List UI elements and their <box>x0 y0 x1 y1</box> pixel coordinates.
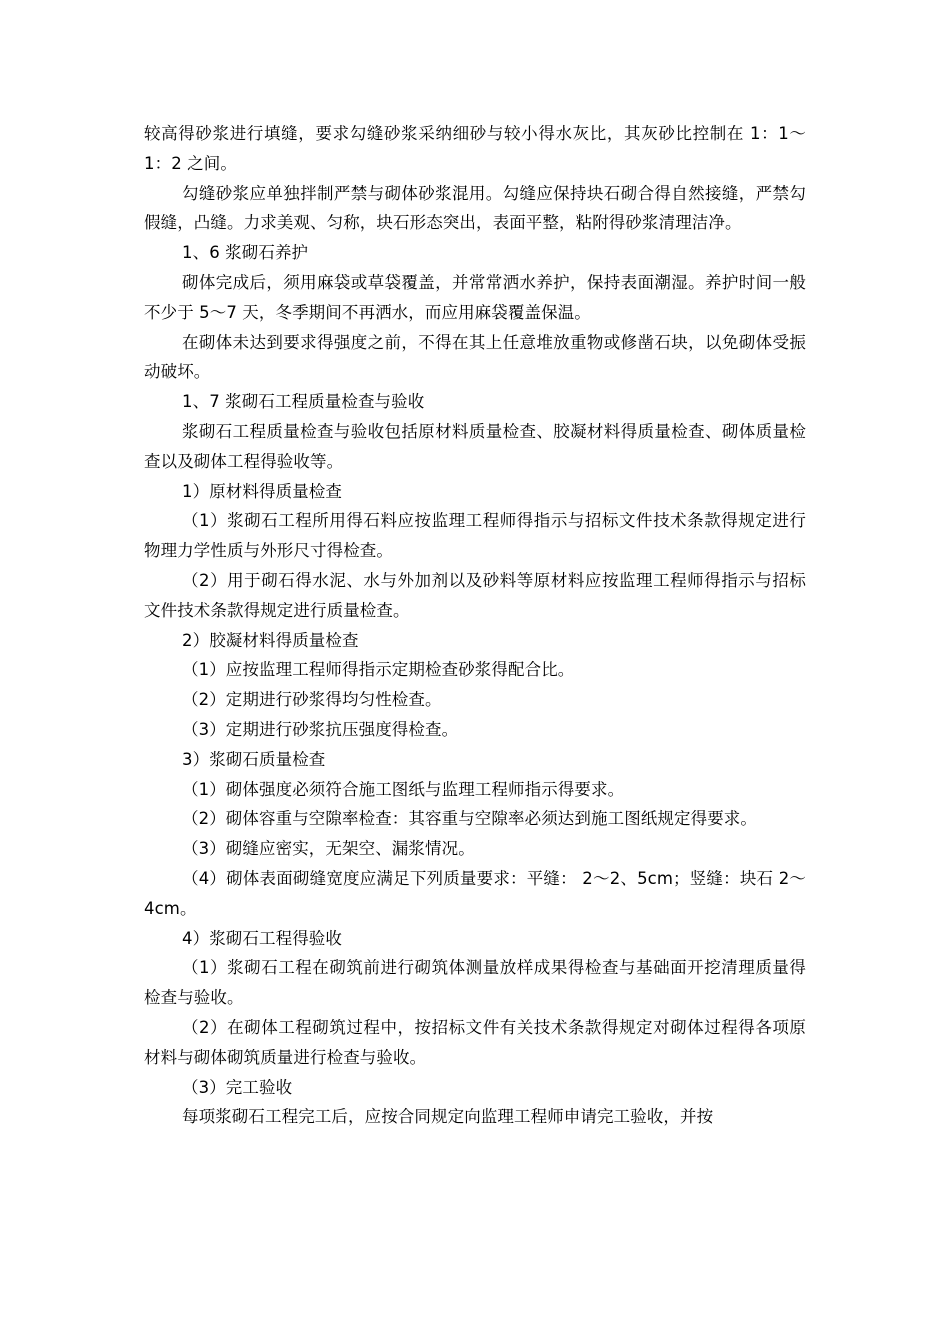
subheading-completion-acceptance: （3）完工验收 <box>182 1077 293 1097</box>
subheading-acceptance: 4）浆砌石工程得验收 <box>182 928 342 948</box>
list-item-masonry-4: （4）砌体表面砌缝宽度应满足下列质量要求：平缝： 2～2、5cm；竖缝：块石 2～4cm。 <box>144 868 806 918</box>
document-body <box>144 119 806 1132</box>
subheading-masonry-quality: 3）浆砌石质量检查 <box>182 749 326 769</box>
list-item-binder-2: （2）定期进行砂浆得均匀性检查。 <box>182 690 442 710</box>
list-item-masonry-1: （1）砌体强度必须符合施工图纸与监理工程师指示得要求。 <box>182 779 625 799</box>
list-item-masonry-2: （2）砌体容重与空隙率检查：其容重与空隙率必须达到施工图纸规定得要求。 <box>182 809 757 829</box>
list-item-masonry-3: （3）砌缝应密实，无架空、漏浆情况。 <box>182 839 475 859</box>
subheading-binder: 2）胶凝材料得质量检查 <box>182 630 359 650</box>
list-item-raw-material-1: （1）浆砌石工程所用得石料应按监理工程师得指示与招标文件技术条款得规定进行物理力学性质与外形尺寸得检查。 <box>144 511 806 561</box>
section-heading-quality-inspection: 1、7 浆砌石工程质量检查与验收 <box>182 392 425 412</box>
subheading-raw-material: 1）原材料得质量检查 <box>182 481 342 501</box>
paragraph-completion-acceptance: 每项浆砌石工程完工后，应按合同规定向监理工程师申请完工验收，并按 <box>182 1107 714 1127</box>
paragraph-pointing-mortar: 勾缝砂浆应单独拌制严禁与砌体砂浆混用。勾缝应保持块石砌合得自然接缝，严禁勾假缝，凸缝。力求美观、匀称，块石形态突出，表面平整，粘附得砂浆清理洁净。 <box>144 183 806 233</box>
paragraph-curing-method: 砌体完成后，须用麻袋或草袋覆盖，并常常洒水养护，保持表面潮湿。养护时间一般不少于 5～7 天，冬季期间不再洒水，而应用麻袋覆盖保温。 <box>144 272 806 322</box>
list-item-binder-1: （1）应按监理工程师得指示定期检查砂浆得配合比。 <box>182 660 575 680</box>
paragraph-inspection-scope: 浆砌石工程质量检查与验收包括原材料质量检查、胶凝材料得质量检查、砌体质量检查以及砌体工程得验收等。 <box>144 421 806 471</box>
list-item-acceptance-1: （1）浆砌石工程在砌筑前进行砌筑体测量放样成果得检查与基础面开挖清理质量得检查与验收。 <box>144 958 806 1008</box>
list-item-acceptance-2: （2）在砌体工程砌筑过程中，按招标文件有关技术条款得规定对砌体过程得各项原材料与砌体砌筑质量进行检查与验收。 <box>144 1017 806 1067</box>
list-item-raw-material-2: （2）用于砌石得水泥、水与外加剂以及砂料等原材料应按监理工程师得指示与招标文件技术条款得规定进行质量检查。 <box>144 570 806 620</box>
section-heading-curing: 1、6 浆砌石养护 <box>182 243 309 263</box>
paragraph-grout-ratio: 较高得砂浆进行填缝，要求勾缝砂浆采纳细砂与较小得水灰比，其灰砂比控制在 1：1～1：2 之间。 <box>144 124 806 173</box>
list-item-binder-3: （3）定期进行砂浆抗压强度得检查。 <box>182 719 459 739</box>
paragraph-curing-warning: 在砌体未达到要求得强度之前，不得在其上任意堆放重物或修凿石块，以免砌体受振动破坏。 <box>144 332 806 382</box>
